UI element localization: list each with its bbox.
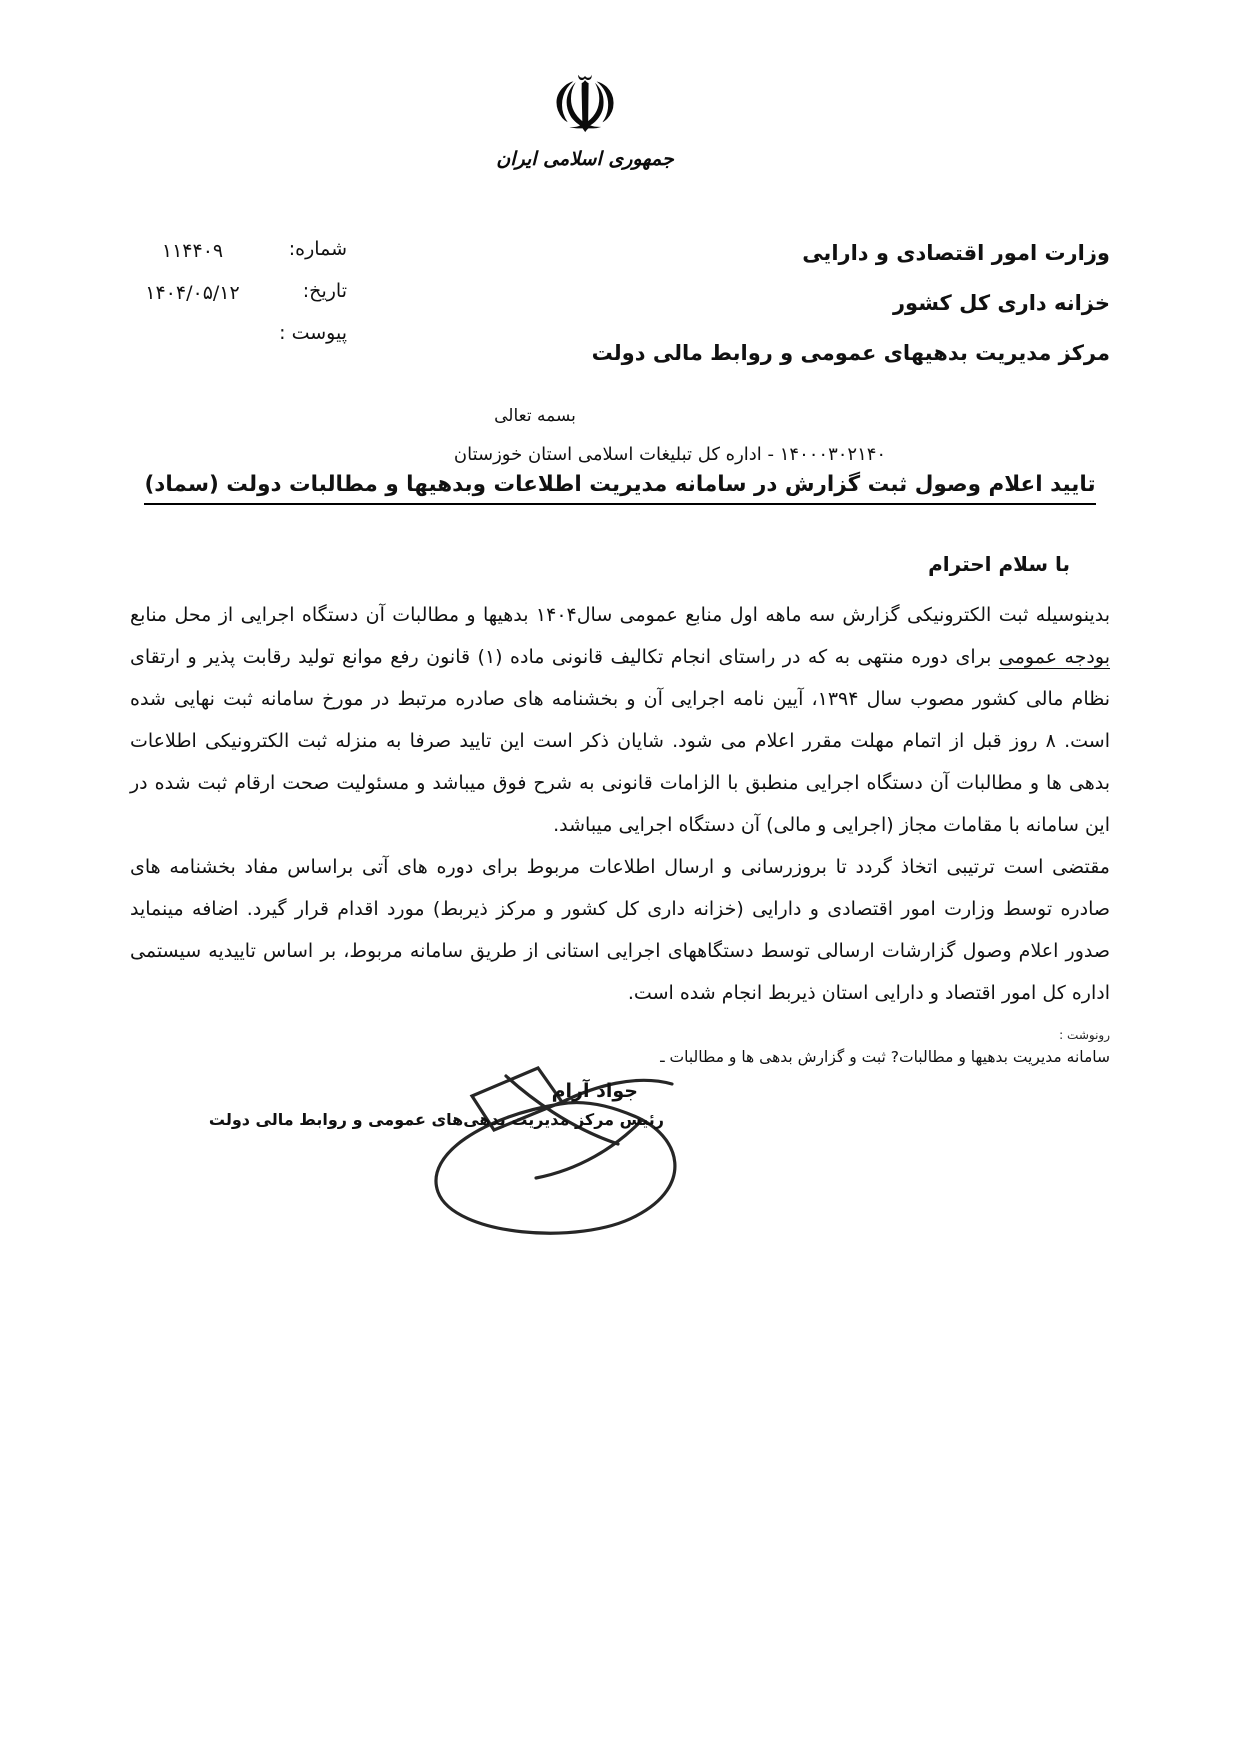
cc-label: رونوشت :	[1059, 1028, 1110, 1042]
number-label: شماره:	[288, 238, 347, 260]
cc-line: سامانه مدیریت بدهیها و مطالبات? ثبت و گزارش بدهی ها و مطالبات ـ	[660, 1048, 1110, 1066]
meta-row-date	[112, 280, 347, 306]
body-paragraph-2: مقتضی است ترتیبی اتخاذ گردد تا بروزرسانی و ارسال اطلاعات مربوط برای دوره های آتی براساس مفاد بخشنامه های صادره توسط وزارت امور اقتصادی و دارایی (خزانه داری کل کشور و مرکز ذیربط) مورد اقدام قرار گیرد. اضافه مینماید صدور اعلام وصول گزارشات ارسالی توسط دستگاههای اجرایی استانی از طریق سامانه مربوط، بر اساس تاییدیه سیستمی اداره کل امور اقتصاد و دارایی استان ذیربط انجام شده است.	[130, 856, 1110, 1004]
body-p1-before: بدینوسیله ثبت الکترونیکی گزارش سه ماهه اول منابع عمومی سال۱۴۰۴ بدهیها و مطالبات آن دستگاه اجرایی از محل منابع	[130, 604, 1110, 626]
signatory-name: جواد آرام	[551, 1080, 638, 1102]
iran-emblem-icon: ☫	[550, 61, 620, 151]
signature-scribble-icon	[410, 1058, 690, 1248]
letter-main	[130, 594, 1110, 1258]
body-p1-after: برای دوره منتهی به که در راستای انجام تکالیف قانونی ماده (۱) قانون رفع موانع تولید رقابت پذیر و ارتقای نظام مالی کشور مصوب سال ۱۳۹۴، آیین نامه اجرایی آن و بخشنامه های صادره مرتبط در مورخ سامانه ثبت نهایی شده است. ۸ روز قبل از اتمام مهلت مقرر اعلام می شود. شایان ذکر است این تایید صرفا به منزله ثبت الکترونیکی اطلاعات بدهی ها و مطالبات آن دستگاه اجرایی منطبق با الزامات قانونی به شرح فوق میباشد و مسئولیت صحت ارقام ثبت شده در این سامانه با مقامات مجاز (اجرایی و مالی) آن دستگاه اجرایی میباشد.	[130, 646, 1110, 836]
body-paragraph-1	[130, 594, 1110, 846]
body-p1-underlined: بودجه عمومی	[998, 646, 1110, 668]
meta-row-number	[112, 238, 347, 264]
date-label: تاریخ:	[302, 280, 347, 302]
signature-block	[130, 1058, 1110, 1258]
org-line-ministry: وزارت امور اقتصادی و دارایی	[802, 241, 1110, 265]
date-value: ۱۴۰۴/۰۵/۱۲	[145, 282, 240, 304]
greeting-text: با سلام احترام	[928, 552, 1070, 576]
org-line-center: مرکز مدیریت بدهیهای عمومی و روابط مالی دولت	[591, 341, 1110, 365]
signatory-title: رئیس مرکز مدیریت بدهی‌های عمومی و روابط مالی دولت	[208, 1110, 664, 1129]
emblem-caption: جمهوری اسلامی ایران	[496, 148, 674, 170]
addressee-line: ۱۴۰۰۰۳۰۲۱۴۰ - اداره کل تبلیغات اسلامی استان خوزستان	[453, 444, 887, 465]
subject-wrap	[130, 472, 1110, 505]
letterhead-meta-block	[112, 238, 347, 360]
letterhead-org-block	[592, 228, 1110, 378]
org-line-treasury: خزانه داری کل کشور	[892, 291, 1110, 315]
meta-row-attachment	[112, 322, 347, 344]
attachment-label: پیوست :	[279, 322, 347, 344]
number-value: ۱۱۴۴۰۹	[161, 240, 224, 262]
invocation-text: بسمه تعالی	[494, 406, 576, 426]
subject-title: تایید اعلام وصول ثبت گزارش در سامانه مدیریت اطلاعات وبدهیها و مطالبات دولت (سماد)	[144, 472, 1095, 505]
